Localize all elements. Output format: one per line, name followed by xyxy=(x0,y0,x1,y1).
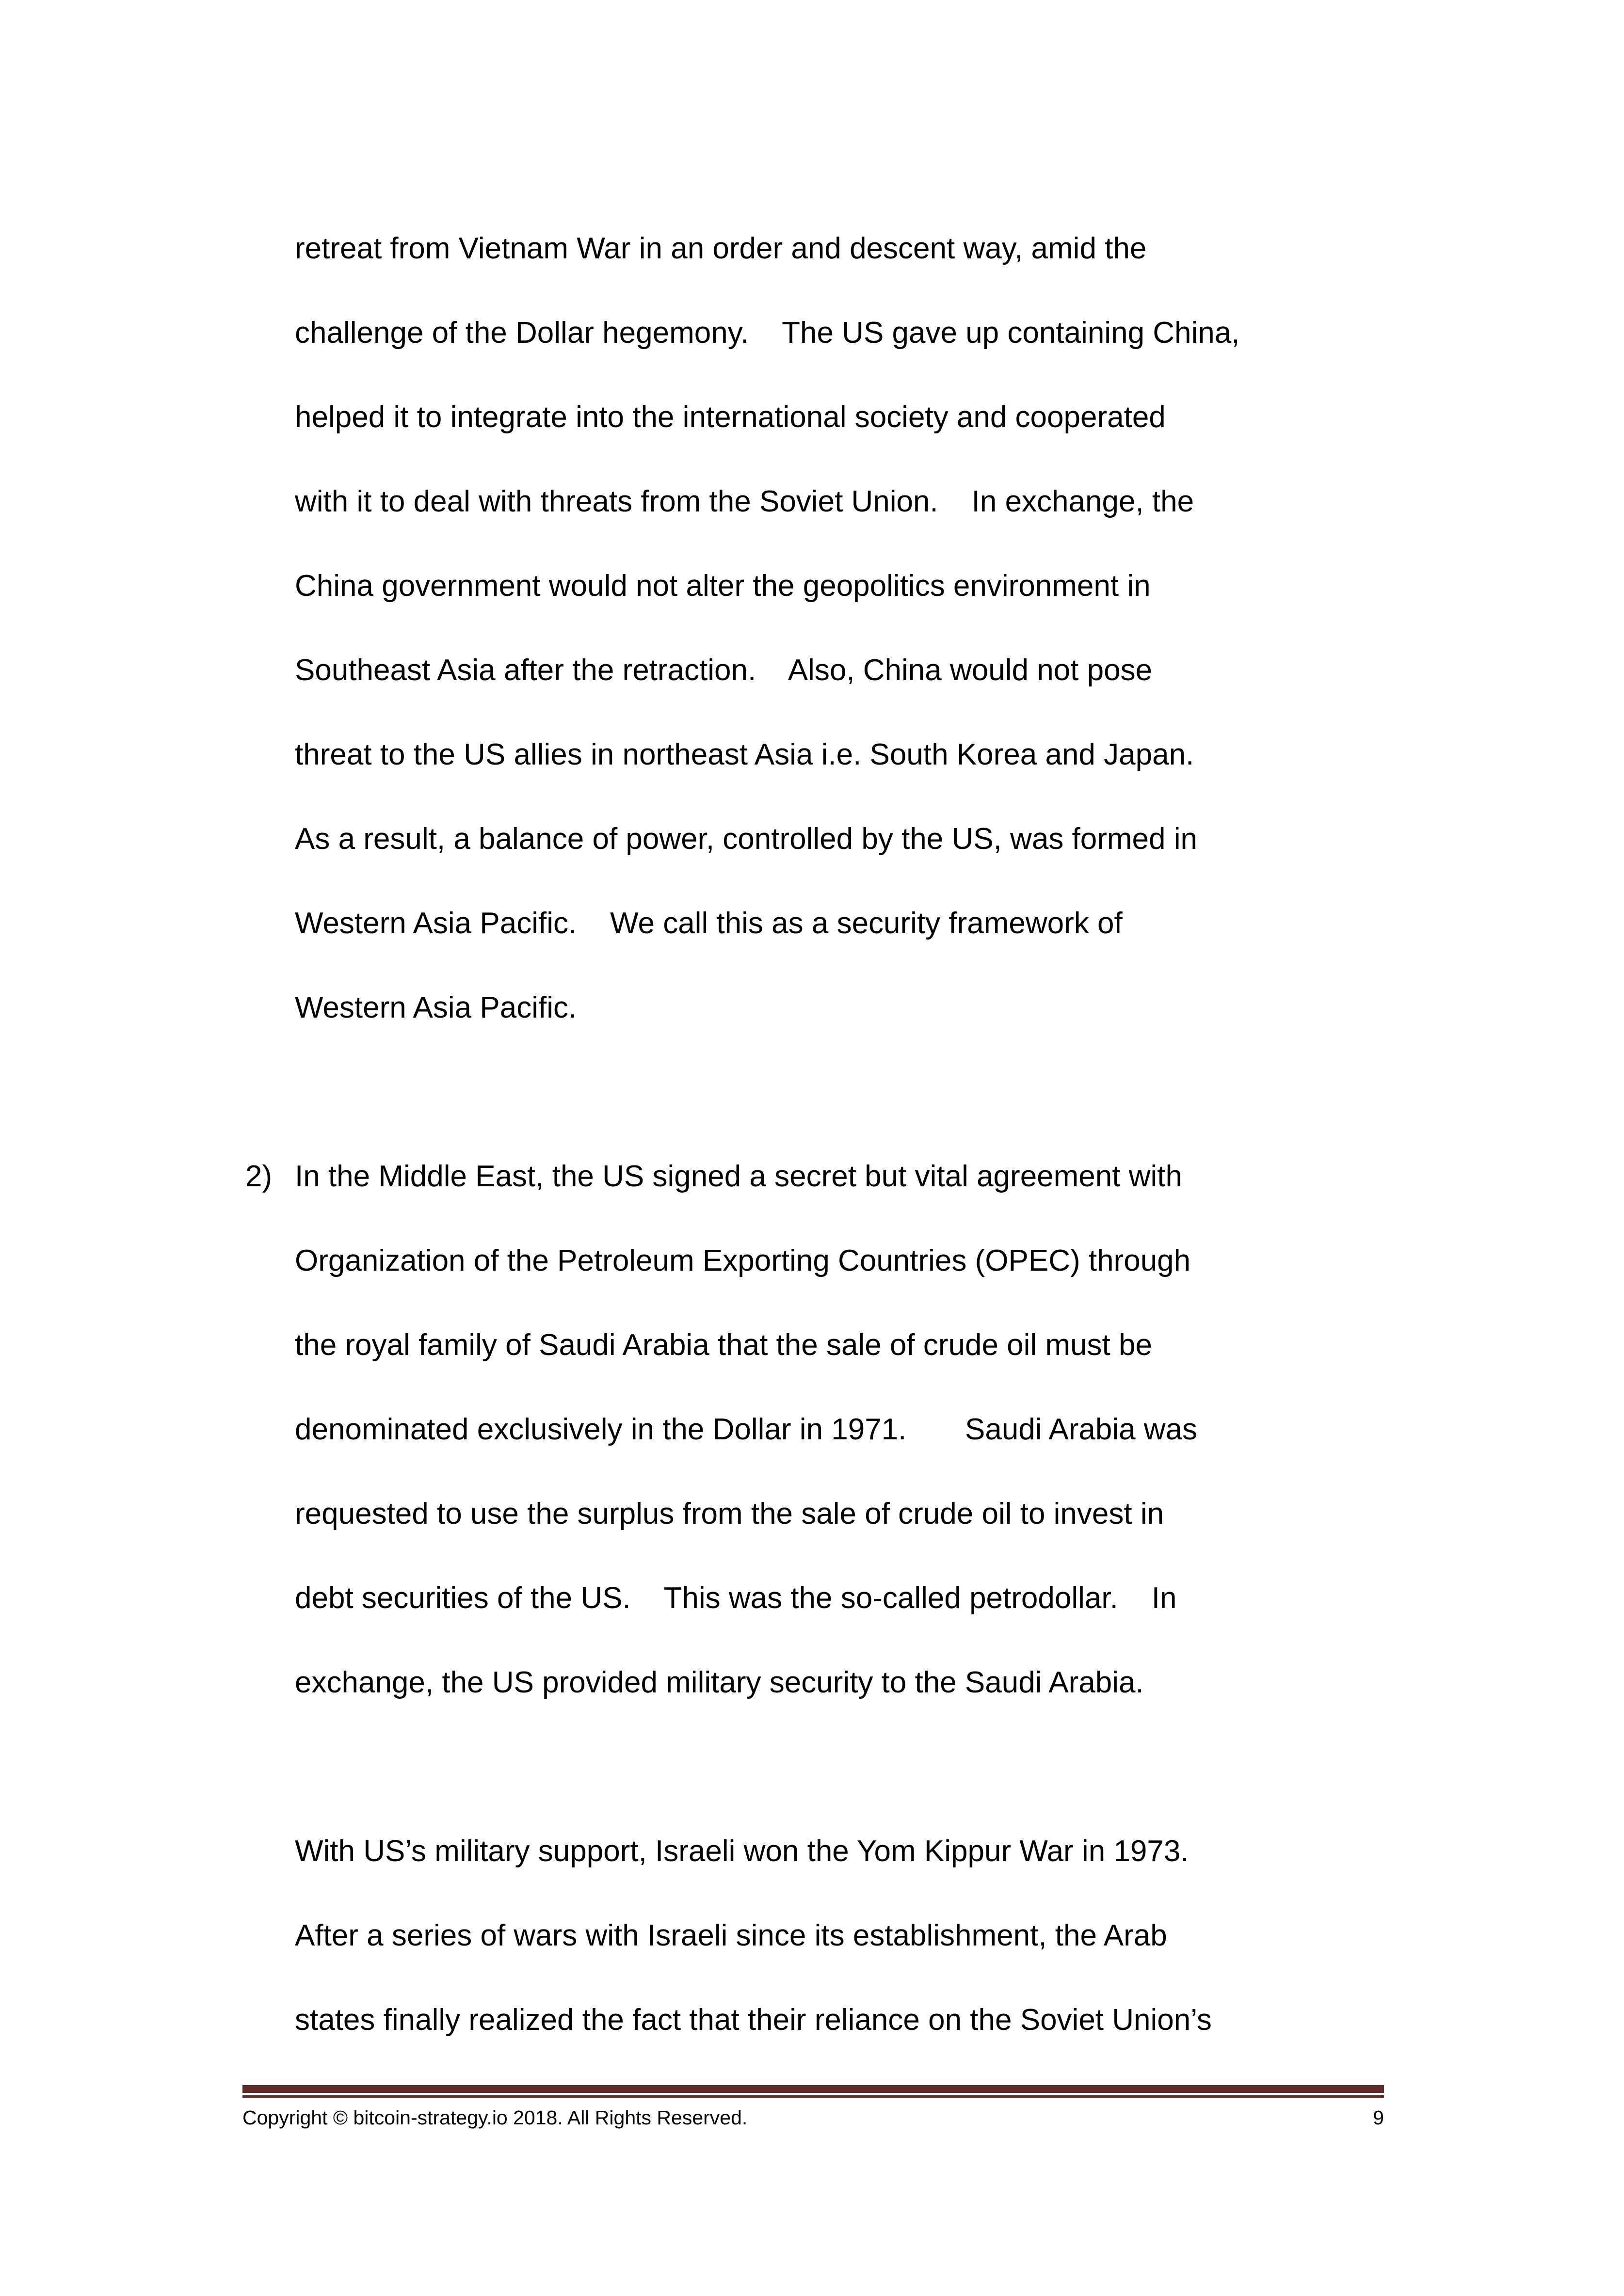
text-line: denominated exclusively in the Dollar in 1971. Saudi Arabia was xyxy=(295,1413,1198,1446)
text-line: With US’s military support, Israeli won the Yom Kippur War in 1973. xyxy=(295,1834,1189,1868)
text-line: exchange, the US provided military security to the Saudi Arabia. xyxy=(295,1666,1144,1699)
text-line: challenge of the Dollar hegemony. The US gave up containing China, xyxy=(295,316,1240,350)
footer-rule-thick xyxy=(242,2085,1384,2093)
text-line: As a result, a balance of power, controlled by the US, was formed in xyxy=(295,822,1197,856)
text-line: the royal family of Saudi Arabia that the sale of crude oil must be xyxy=(295,1328,1152,1362)
text-line: threat to the US allies in northeast Asia i.e. South Korea and Japan. xyxy=(295,738,1194,771)
paragraph-yom-kippur xyxy=(295,1809,1240,2062)
text-line: Western Asia Pacific. We call this as a security framework of xyxy=(295,907,1123,940)
text-line: Western Asia Pacific. xyxy=(295,991,577,1024)
text-line: In the Middle East, the US signed a secret but vital agreement with xyxy=(295,1160,1182,1193)
text-line: After a series of wars with Israeli since its establishment, the Arab xyxy=(295,1919,1167,1952)
text-line: helped it to integrate into the international society and cooperated xyxy=(295,400,1166,434)
page-number: 9 xyxy=(1373,2106,1384,2129)
footer-text-row xyxy=(242,2104,1384,2131)
list-item-2 xyxy=(245,1134,1240,1725)
text-line: requested to use the surplus from the sale of crude oil to invest in xyxy=(295,1497,1164,1531)
text-line: Southeast Asia after the retraction. Also, China would not pose xyxy=(295,654,1153,687)
copyright-text: Copyright © bitcoin-strategy.io 2018. All Rights Reserved. xyxy=(242,2106,748,2129)
paragraph-spacer xyxy=(295,1725,1240,1809)
paragraph-continuation xyxy=(295,207,1240,1050)
text-line: states finally realized the fact that their reliance on the Soviet Union’s xyxy=(295,2003,1212,2037)
page-body xyxy=(245,207,1240,2062)
text-line: retreat from Vietnam War in an order and descent way, amid the xyxy=(295,232,1147,265)
text-line: Organization of the Petroleum Exporting Countries (OPEC) through xyxy=(295,1244,1191,1277)
paragraph-spacer xyxy=(295,1050,1240,1134)
text-line: debt securities of the US. This was the so-called petrodollar. In xyxy=(295,1581,1177,1615)
footer-rule-thin xyxy=(242,2095,1384,2098)
text-line: China government would not alter the geopolitics environment in xyxy=(295,569,1151,603)
text-line: with it to deal with threats from the Soviet Union. In exchange, the xyxy=(295,485,1194,518)
list-number: 2) xyxy=(245,1160,273,1193)
